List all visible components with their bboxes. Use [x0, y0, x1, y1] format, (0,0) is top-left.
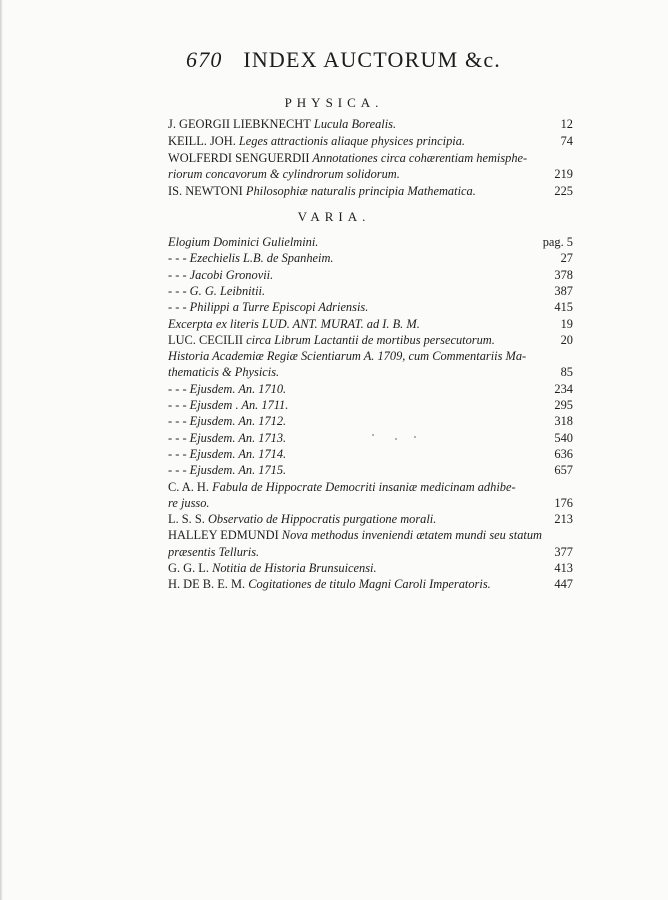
entry-text [168, 184, 476, 199]
entry-author: HALLEY EDMUNDI [168, 528, 279, 543]
entry-text [168, 117, 396, 132]
entry-text [168, 528, 542, 543]
index-entry [168, 365, 573, 380]
index-entry [168, 184, 573, 199]
entry-work: circa Librum Lactantii de mortibus persecutorum. [243, 332, 495, 347]
entry-work: re jusso. [168, 495, 210, 510]
index-entry [168, 414, 573, 429]
entry-work: Nova methodus inveniendi ætatem mundi seu statum [278, 528, 542, 543]
entry-author: - - - [168, 414, 187, 429]
entry-author: - - - [168, 251, 187, 266]
index-entry [168, 317, 573, 332]
entry-text [168, 545, 259, 560]
entry-text [168, 349, 526, 364]
page-number: 670 [186, 47, 223, 72]
entry-work: thematicis & Physicis. [168, 365, 280, 380]
index-entry [168, 463, 573, 478]
entry-page-number: 12 [560, 117, 573, 131]
entry-page-number: 447 [554, 577, 573, 592]
entry-text [168, 151, 527, 166]
entry-work: Fabula de Hippocrate Democriti insaniæ medicinam adhibe- [208, 479, 516, 494]
index-entry [168, 117, 573, 132]
entry-page-number: 27 [560, 251, 573, 266]
entry-text [168, 365, 279, 380]
entry-work: Ejusdem. An. 1715. [186, 463, 287, 478]
page-title: INDEX AUCTORUM &c. [243, 47, 502, 72]
entry-text [168, 414, 286, 429]
entry-page-number: 413 [554, 561, 573, 575]
index-entry [168, 235, 573, 250]
entry-text [168, 268, 273, 283]
entry-text [168, 431, 286, 446]
index-entry [168, 577, 573, 592]
entry-author: LUC. CECILII [168, 332, 244, 347]
entry-text [168, 167, 400, 182]
entry-author: IS. NEWTONI [168, 184, 243, 199]
entry-author: - - - [168, 463, 187, 478]
entry-work: Ejusdem. An. 1712. [186, 414, 287, 429]
entry-work: Ejusdem. An. 1713. [186, 430, 287, 445]
entry-author: J. GEORGII LIEBKNECHT [168, 117, 311, 131]
index-entry [168, 545, 573, 560]
entry-author: - - - [168, 446, 187, 461]
entry-page-number: 377 [554, 544, 573, 559]
entry-work: G. G. Leibnitii. [186, 283, 266, 298]
entry-author: KEILL. JOH. [168, 133, 236, 148]
entry-author: - - - [168, 430, 187, 445]
entry-text [168, 480, 516, 495]
entry-text [168, 577, 491, 592]
entry-work: Jacobi Gronovii. [186, 267, 274, 282]
entry-page-number: 318 [554, 414, 573, 429]
entry-author: - - - [168, 398, 187, 412]
entry-work: Cogitationes de titulo Magni Caroli Imperatoris. [245, 577, 491, 592]
index-entry [168, 382, 573, 397]
entry-text [168, 463, 286, 478]
entry-page-number: 213 [554, 512, 573, 527]
index-entry [168, 134, 573, 149]
entry-author: L. S. S. [168, 512, 205, 527]
entry-work: Ejusdem. An. 1710. [186, 381, 287, 396]
entry-work: Ezechielis L.B. de Spanheim. [186, 251, 334, 266]
entry-page-number: 234 [554, 381, 573, 396]
entry-work: Lucula Borealis. [310, 117, 397, 131]
entry-text [168, 251, 334, 266]
index-entry [168, 284, 573, 299]
index-entry [168, 251, 573, 266]
entry-author: C. A. H. [168, 479, 209, 494]
entry-work: Annotationes circa cohærentiam hemisphe- [309, 150, 528, 165]
entry-work: riorum concavorum & cylindrorum solidorum. [168, 167, 400, 182]
index-entry [168, 398, 573, 413]
entry-text [168, 134, 465, 149]
section-heading-physica: PHYSICA. [284, 95, 384, 110]
entry-author: - - - [168, 381, 187, 396]
entry-page-number: 295 [554, 398, 573, 412]
ink-speck [372, 434, 374, 436]
index-entry [168, 480, 573, 495]
index-entry [168, 349, 573, 364]
index-entry [168, 447, 573, 462]
entry-page-number: 19 [560, 316, 573, 331]
entry-page-number: 20 [560, 332, 573, 347]
index-entry [168, 561, 573, 576]
entry-work: præsentis Telluris. [168, 544, 260, 559]
entry-text [168, 333, 495, 348]
entry-page-number: 657 [554, 463, 573, 478]
entry-text [168, 496, 210, 511]
entry-author: - - - [168, 283, 187, 298]
entry-page-number: 74 [560, 133, 573, 148]
entry-text [168, 382, 286, 397]
page-edge-shadow [0, 0, 3, 900]
entry-page-number: 225 [554, 184, 573, 199]
entry-work: Ejusdem . An. 1711. [186, 398, 289, 412]
entry-page-number: 636 [554, 446, 573, 461]
entry-work: Philosophiæ naturalis principia Mathematica. [242, 184, 476, 199]
entry-text [168, 300, 368, 315]
entry-work: Notitia de Historia Brunsuicensi. [208, 561, 377, 575]
entry-page-number: 415 [554, 300, 573, 315]
entry-text [168, 447, 286, 462]
index-entry [168, 268, 573, 283]
entry-author: WOLFERDI SENGUERDII [168, 150, 310, 165]
index-entry [168, 496, 573, 511]
entry-page-number: 378 [554, 267, 573, 282]
ink-speck [395, 438, 397, 440]
entry-work: Excerpta ex literis LUD. ANT. MURAT. ad I. B. M. [168, 316, 420, 331]
entry-author: H. DE B. E. M. [168, 577, 246, 592]
index-entry [168, 528, 573, 543]
entry-page-number: 387 [554, 283, 573, 298]
entry-text [168, 317, 420, 332]
section-heading-varia: VARIA. [297, 209, 371, 224]
entry-page-number: 85 [560, 365, 573, 380]
running-head [186, 47, 501, 73]
entry-work: Philippi a Turre Episcopi Adriensis. [186, 300, 369, 315]
entry-work: Elogium Dominici Gulielmini. [168, 235, 319, 249]
entry-author: G. G. L. [168, 561, 209, 575]
index-entry [168, 431, 573, 446]
index-entry [168, 333, 573, 348]
entry-author: - - - [168, 267, 187, 282]
entry-text [168, 512, 436, 527]
entry-text [168, 398, 288, 413]
entry-page-number: 219 [554, 167, 573, 182]
entry-work: Observatio de Hippocratis purgatione morali. [204, 512, 437, 527]
index-entry [168, 167, 573, 182]
index-entry [168, 512, 573, 527]
entry-work: Leges attractionis aliaque physices principia. [235, 133, 465, 148]
entry-page-number: pag. 5 [542, 235, 573, 249]
entry-text [168, 284, 265, 299]
index-entry [168, 300, 573, 315]
entry-page-number: 540 [554, 430, 573, 445]
entry-text [168, 235, 318, 250]
ink-speck [414, 436, 416, 438]
entry-text [168, 561, 377, 576]
entry-work: Ejusdem. An. 1714. [186, 446, 287, 461]
entry-page-number: 176 [554, 495, 573, 510]
entry-work: Historia Academiæ Regiæ Scientiarum A. 1709, cum Commentariis Ma- [168, 349, 527, 364]
index-entry [168, 151, 573, 166]
entry-author: - - - [168, 300, 187, 315]
